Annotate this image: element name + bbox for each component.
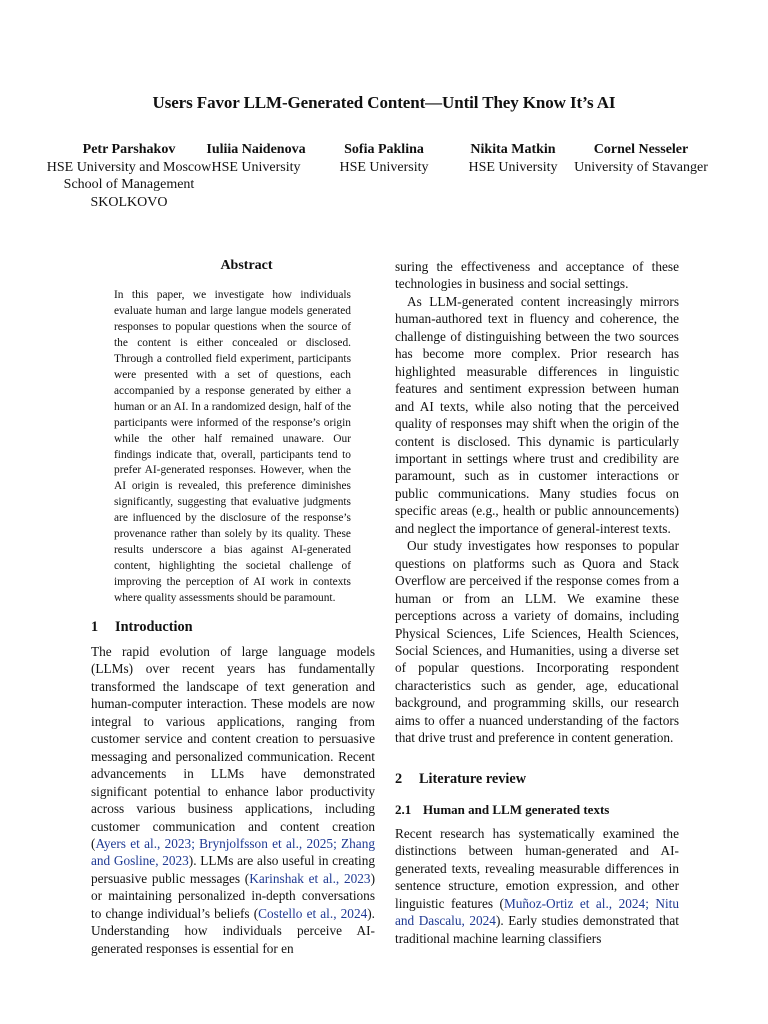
- subsection-number: 2.1: [395, 802, 412, 817]
- section-heading-literature-review: [395, 771, 526, 788]
- text-run: ) or maintaining personalized in-depth conversations to change individual’s beliefs (: [91, 870, 376, 921]
- section-title: Introduction: [115, 619, 193, 635]
- subsection-title: Human and LLM generated texts: [423, 802, 610, 817]
- text-run: ). LLMs are also useful in creating persuasive public messages (: [91, 853, 376, 886]
- text-run: ). Early studies demonstrated that traditional machine learning classifiers: [395, 913, 680, 946]
- author-3: [325, 141, 443, 176]
- author-1: [40, 141, 218, 211]
- citation-link[interactable]: Ayers et al., 2023; Brynjolfsson et al., 2025; Zhang and Gosline, 2023: [91, 835, 375, 869]
- subsection-heading: [395, 802, 609, 818]
- author-name: Sofia Paklina: [344, 142, 424, 157]
- literature-paragraph: [395, 825, 679, 947]
- author-affiliation: HSE University: [468, 159, 558, 175]
- text-run: ). Understanding how individuals perceive AI-generated responses is essential for en: [91, 905, 376, 956]
- author-name: Iuliia Naidenova: [206, 142, 306, 157]
- author-5: [564, 141, 718, 176]
- text-run: The rapid evolution of large language models (LLMs) over recent years has fundamentally transformed the landscape of text generation and human-computer interaction. These models are now integral to various applications, ranging from customer service and content creation to persuasive messaging and personalized communication. Recent advancements in LLMs have demonstrated significant potential to enhance labor productivity across various business applications, including customer communication and content creation (: [91, 644, 375, 851]
- author-affiliation: HSE University: [339, 159, 429, 175]
- author-name: Petr Parshakov: [82, 142, 176, 157]
- literature-review-body: [395, 825, 679, 947]
- left-column-body: [91, 643, 375, 957]
- author-affiliation: University of Stavanger: [574, 159, 708, 175]
- right-column-body: [395, 258, 679, 747]
- author-affiliation: HSE University: [211, 159, 301, 175]
- author-4: [454, 141, 572, 176]
- abstract-heading: Abstract: [220, 258, 273, 273]
- author-name: Nikita Matkin: [470, 142, 556, 157]
- intro-paragraph-continued: suring the effectiveness and acceptance of these technologies in business and social settings.: [395, 259, 679, 292]
- intro-paragraph: Our study investigates how responses to popular questions on platforms such as Quora and Stack Overflow are perceived if the response comes from a human or from an LLM. We examine these perceptions across a variety of domains, including Physical Sciences, Life Sciences, Health Sciences, Social Sciences, and Humanities, using a diverse set of popular questions. Incorporating respondent characteristics such as gender, age, educational background, and programming skills, our research aims to offer a nuanced understanding of the factors that drive trust and preference in content generation.: [395, 538, 679, 746]
- author-2: [195, 141, 317, 176]
- section-number: 1: [91, 619, 99, 635]
- paper-title: Users Favor LLM-Generated Content—Until They Know It’s AI: [152, 93, 616, 112]
- abstract-paragraph: In this paper, we investigate how individuals evaluate human and large langue models generated responses to popular questions when the source of the content is either concealed or disclosed. Through a controlled field experiment, participants were presented with a set of questions, each accompanied by a response generated by either a human or an AI. In a randomized design, half of the participants were informed of the response’s origin while the other half remained unaware. Our findings indicate that, overall, participants tend to prefer AI-generated responses. However, when the AI origin is revealed, this preference diminishes significantly, suggesting that evaluative judgments are influenced by the disclosure of the response’s provenance rather than solely by its quality. These results underscore a bias against AI-generated content, highlighting the societal challenge of improving the perception of AI work in contexts where quality assessments should be paramount.: [114, 289, 351, 605]
- intro-paragraph: As LLM-generated content increasingly mirrors human-authored text in fluency and coherence, the challenge of distinguishing between the two sources has become more complex. Prior research has highlighted measurable differences in linguistic features and sentiment expression between human and AI texts, while also noting that the perceived quality of responses may shift when the origin of the content is disclosed. This dynamic is particularly important in settings where trust and credibility are paramount, such as in customer interactions or public communications. Many studies focus on specific areas (e.g., health or public announcements) and neglect the importance of general-interest texts.: [395, 293, 679, 536]
- section-title: Literature review: [419, 771, 527, 787]
- citation-link[interactable]: Karinshak et al., 2023: [249, 870, 371, 886]
- text-run: Recent research has systematically examined the distinctions between human-generated and AI-generated texts, revealing measurable differences in sentence structure, emotion expression, and other linguistic features (: [395, 826, 679, 911]
- author-name: Cornel Nesseler: [593, 142, 689, 157]
- citation-link[interactable]: Costello et al., 2024: [258, 905, 368, 921]
- abstract-text: [114, 288, 351, 607]
- citation-link[interactable]: Muñoz-Ortiz et al., 2024; Nitu and Dascalu, 2024: [395, 895, 679, 929]
- author-affiliation: HSE University and Moscow School of Management SKOLKOVO: [46, 159, 212, 210]
- intro-paragraph: [91, 643, 375, 957]
- section-heading-introduction: [91, 619, 193, 636]
- section-number: 2: [395, 771, 403, 787]
